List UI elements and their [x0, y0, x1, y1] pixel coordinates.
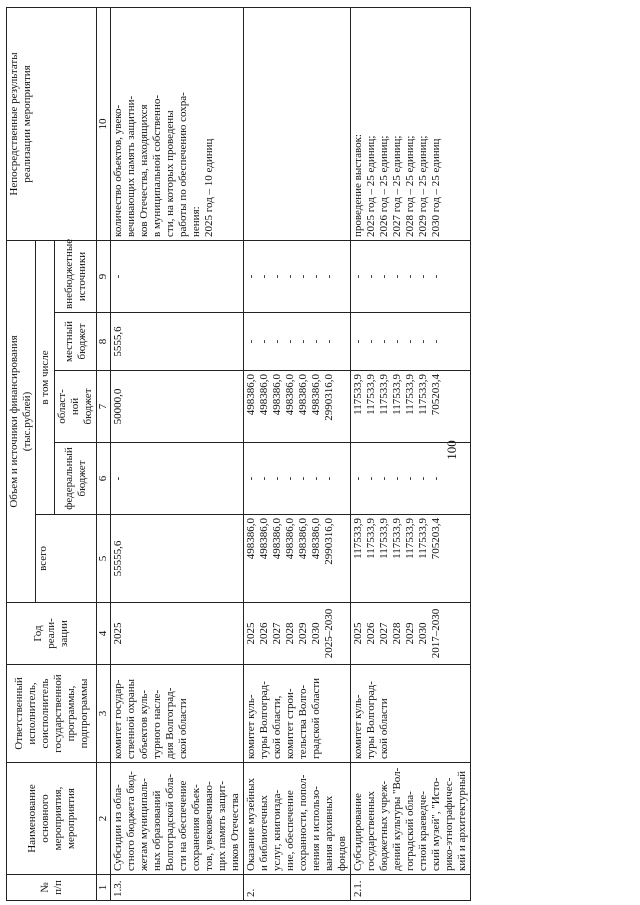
header-total: всего [36, 515, 97, 603]
row-name: Субсидии из обла- стного бюджета бюд- жетам муниципаль- ных образований Волгоградской обла- сти на обеспечение сохранения объек- тов, увековечиваю- щих память защит- ников Отечества [111, 763, 244, 875]
row-local: - - - - - - - [351, 313, 471, 371]
page-number: 100 [444, 440, 459, 460]
row-extra: - - - - - - - [244, 240, 351, 312]
row-executor: комитет куль- туры Волгоград- ской области [351, 665, 471, 763]
header-results: Непосредственные результаты реализации мероприятия [7, 7, 97, 240]
header-regional: област- ной бюджет [55, 371, 97, 443]
col-number: 9 [97, 240, 111, 312]
header-funding: Объем и источники финансирования (тыс.рублей) [7, 240, 36, 602]
row-total: 498386,0 498386,0 498386,0 498386,0 498386,0 498386,0 2990316,0 [244, 515, 351, 603]
row-extra: - [111, 240, 244, 312]
row-name: Оказание музейных и библиотечных услуг, книгоизда- ние, обеспечение сохранности, попол- нения и использо- вания архивных фондов [244, 763, 351, 875]
table-row [244, 7, 351, 900]
row-years: 2025 [111, 603, 244, 665]
row-executor: комитет государ- ственной охраны объектов куль- турного насле- дия Волгоград- ской области [111, 665, 244, 763]
header-year: Год реали- зации [7, 603, 97, 665]
col-number: 7 [97, 371, 111, 443]
col-number: 4 [97, 603, 111, 665]
row-num: 2. [244, 875, 351, 901]
col-number: 1 [97, 875, 111, 901]
col-number: 8 [97, 313, 111, 371]
row-federal: - - - - - - - [244, 443, 351, 515]
row-total: 117533,9 117533,9 117533,9 117533,9 117533,9 117533,9 705203,4 [351, 515, 471, 603]
header-incl: в том числе [36, 240, 55, 514]
row-results: проведение выставок: 2025 год – 25 единиц; 2026 год – 25 единиц; 2027 год – 25 единиц; 2028 год – 25 единиц; 2029 год – 25 единиц; 2030 год – 25 единиц [351, 7, 471, 240]
row-local: 5555,6 [111, 313, 244, 371]
row-results: количество объектов, увеко- вечивающих память защитни- ков Отечества, находящихся в муниципальной собственно- сти, на которых проведены работы по обеспечению сохра- нения: 2025 год – 10 единиц [111, 7, 244, 240]
row-federal: - [111, 443, 244, 515]
header-local: местный бюджет [55, 313, 97, 371]
col-number: 5 [97, 515, 111, 603]
row-regional: 50000,0 [111, 371, 244, 443]
col-number: 2 [97, 763, 111, 875]
row-total: 55555,6 [111, 515, 244, 603]
row-regional: 117533,9 117533,9 117533,9 117533,9 117533,9 117533,9 705203,4 [351, 371, 471, 443]
row-local: - - - - - - - [244, 313, 351, 371]
row-num: 2.1. [351, 875, 471, 901]
col-number: 3 [97, 665, 111, 763]
row-years: 2025 2026 2027 2028 2029 2030 2025–2030 [244, 603, 351, 665]
row-regional: 498386,0 498386,0 498386,0 498386,0 498386,0 498386,0 2990316,0 [244, 371, 351, 443]
header-name: Наименование основного мероприятия, мероприятия [7, 763, 97, 875]
header-executor: Ответственный исполнитель, соисполнитель государственной программы, подпрограммы [7, 665, 97, 763]
row-extra: - - - - - - - [351, 240, 471, 312]
funding-table [6, 7, 471, 901]
row-executor: комитет куль- туры Волгоград- ской области, комитет строи- тельства Волго- градской области [244, 665, 351, 763]
col-number: 10 [97, 7, 111, 240]
row-federal: - - - - - - - [351, 443, 471, 515]
header-federal: федеральный бюджет [55, 443, 97, 515]
row-num: 1.3. [111, 875, 244, 901]
row-years: 2025 2026 2027 2028 2029 2030 2017–2030 [351, 603, 471, 665]
header-extra: внебюджетные источники [55, 240, 97, 312]
header-num: № п/п [7, 875, 97, 901]
table-row [351, 7, 471, 900]
row-results [244, 7, 351, 240]
col-number: 6 [97, 443, 111, 515]
row-name: Субсидирование государственных бюджетных учреж- дений культуры "Вол- гоградский обла- стной краеведче- ский музей", "Исто- рико-этнографичес- кий и архитектурный [351, 763, 471, 875]
table-row [111, 7, 244, 900]
